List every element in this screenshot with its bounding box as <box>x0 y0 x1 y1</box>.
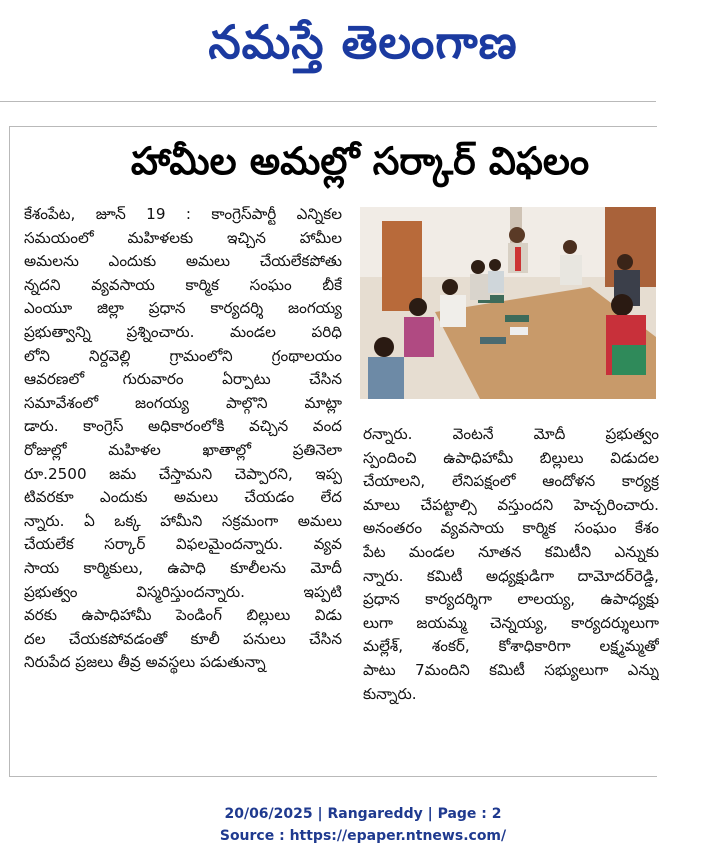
article-text-line: రోజుల్లో మహిళల ఖాతాల్లో ప్రతినెలా <box>24 440 342 459</box>
footer-meta: 20/06/2025 | Rangareddy | Page : 2 <box>224 806 502 822</box>
article-text-line: చేయలేక సర్కార్ విఫలమైందన్నారు. వ్యవ <box>24 535 342 554</box>
article-headline: హామీల అమల్లో సర్కార్ విఫలం <box>130 139 590 183</box>
article-text-line: డారు. కాంగ్రెస్ అధికారంలోకి వచ్చిన వంద <box>24 417 342 436</box>
masthead-divider <box>0 101 656 102</box>
article-text-line: చేయాలని, లేనిపక్షంలో ఆందోళన కార్యక్ర <box>363 472 659 491</box>
article-text-line: న్నారు. ఏ ఒక్క హామీని సక్రమంగా అమలు <box>24 511 342 530</box>
article-text-line: దల చేయకపోవడంతో కూలీ పనులు చేసిన <box>24 629 342 648</box>
article-text-line: సమావేశంలో జంగయ్య పాల్గొని మాట్లా <box>24 393 342 412</box>
article-column-1 <box>24 203 342 675</box>
article-text-line: న్నారు. కమిటీ అధ్యక్షుడిగా దామోదర్‌రెడ్డి, <box>363 566 659 585</box>
article-text-line: అమలను ఎందుకు అమలు చేయలేకపోతు <box>24 252 342 271</box>
footer-source: Source : https://epaper.ntnews.com/ <box>219 828 507 844</box>
article-bottom-border <box>9 776 657 777</box>
article-text-line: లుగా జయమ్మ చెన్నయ్య, కార్యదర్శులుగా <box>363 613 659 632</box>
article-text-line: అనంతరం వ్యవసాయ కార్మిక సంఘం కేశం <box>363 519 659 538</box>
article-text-line: సాయ కార్మికులు, ఉపాధి కూలీలను మోదీ <box>24 558 342 577</box>
article-text-line: కున్నారు. <box>363 684 417 703</box>
article-left-border <box>9 126 10 776</box>
article-top-border <box>9 126 657 127</box>
article-column-2 <box>363 423 659 706</box>
article-text-line: ప్రభుత్వాన్ని ప్రశ్నించారు. మండల పరిధి <box>24 322 342 341</box>
article-photo <box>360 207 656 399</box>
article-text-line: లోని నిర్దవెల్లి గ్రామంలోని గ్రంథాలయం <box>24 346 342 365</box>
article-text-line: రన్నారు. వెంటనే మోదీ ప్రభుత్వం <box>363 425 659 443</box>
article-text-line: ప్రధాన కార్యదర్శిగా లాలయ్య, ఉపాధ్యక్షు <box>363 590 659 609</box>
article-text-line: ఎంయూ జిల్లా ప్రధాన కార్యదర్శి జంగయ్య <box>24 299 342 318</box>
article-text-line: టివరకూ ఎందుకు అమలు చేయడం లేద <box>24 488 342 507</box>
article-text-line: ప్రభుత్వం విస్మరిస్తుందన్నారు. ఇప్పటి <box>24 582 342 601</box>
article-text-line: వరకు ఉపాధిహామీ పెండింగ్ బిల్లులు విడు <box>24 606 342 625</box>
article-text-line: మల్లేశ్, శంకర్, కోశాధికారిగా లక్ష్మమ్మతో <box>363 637 659 656</box>
masthead <box>0 0 726 96</box>
article-text-line: పేట మండల నూతన కమిటీని ఎన్నుకు <box>363 542 659 561</box>
article-text-line: పాటు 7మందిని కమిటీ సభ్యులుగా ఎన్ను <box>363 660 659 679</box>
article-text-line: మాలు చేపట్టాల్సి వస్తుందని హెచ్చరించారు. <box>363 495 659 514</box>
article-text-line: స్పందించి ఉపాధిహామీ బిల్లులు విడుదల <box>363 448 659 467</box>
article-text-line: ఆవరణలో గురువారం ఏర్పాటు చేసిన <box>24 370 342 389</box>
masthead-title: నమస్తే తెలంగాణ <box>208 15 518 69</box>
article-text-line: సమయంలో మహిళలకు ఇచ్చిన హామీల <box>24 228 342 247</box>
article-text-line: రూ.2500 జమ చేస్తామని చెప్పారని, ఇప్ప <box>24 464 342 483</box>
article-text-line: న్నదని వ్యవసాయ కార్మిక సంఘం బీకే <box>24 275 342 294</box>
meeting-photo-illustration <box>360 207 656 399</box>
article-text-line: నిరుపేద ప్రజలు తీవ్ర అవస్థలు పడుతున్నా <box>24 653 266 672</box>
article-text-line: కేశంపేట, జూన్ 19 : కాంగ్రెస్‌పార్టీ ఎన్నికల <box>24 205 342 223</box>
